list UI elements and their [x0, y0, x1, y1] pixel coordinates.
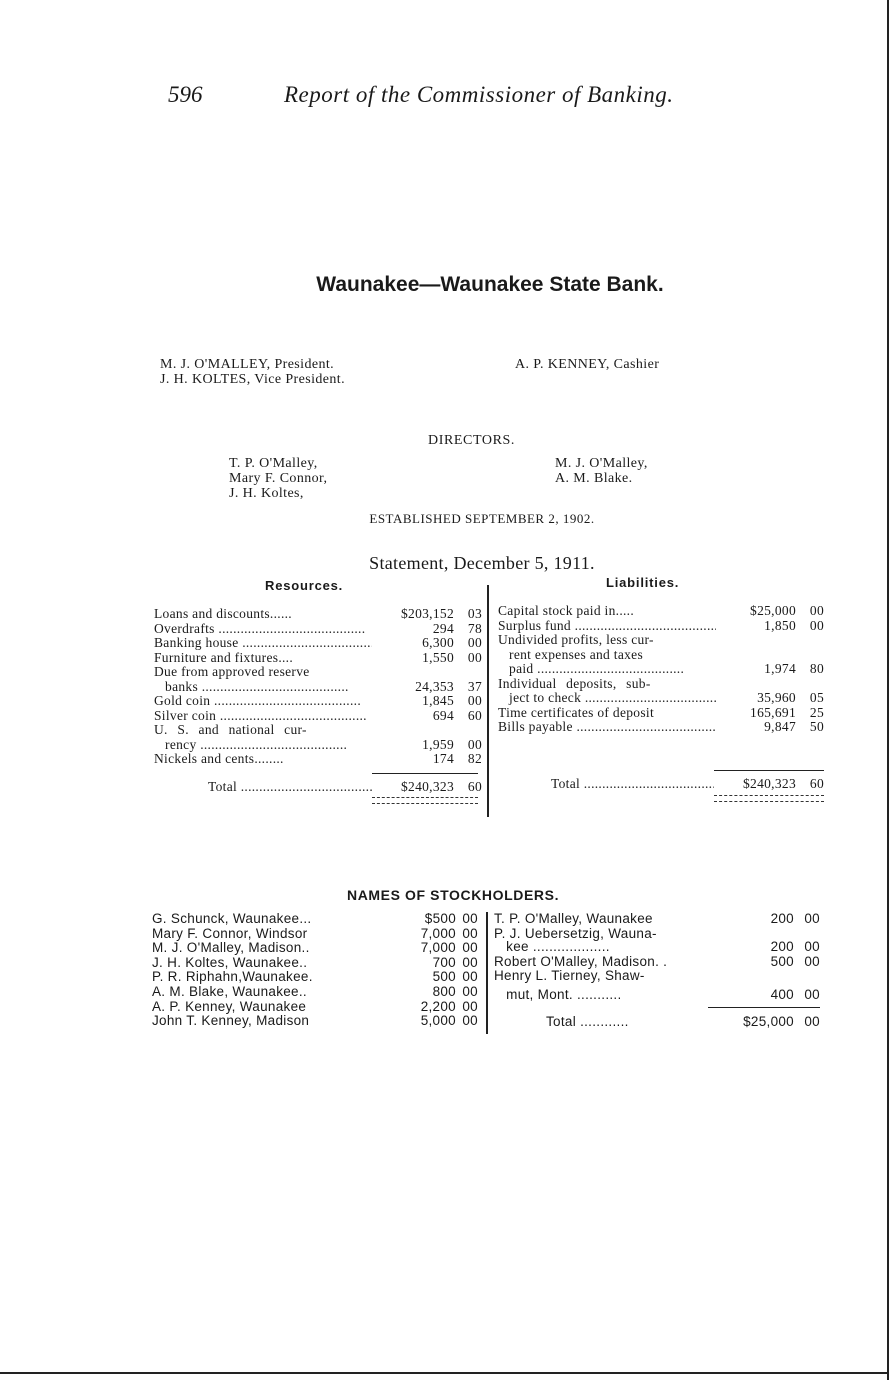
resource-row: [154, 651, 484, 666]
stockholder-dollars: 400: [770, 986, 794, 1002]
stockholder-name: A. M. Blake, Waunakee..: [152, 984, 307, 999]
liabilities-total: [498, 777, 828, 792]
liability-cents: 25: [809, 704, 824, 720]
resource-row: [154, 607, 484, 622]
stockholder-name: P. R. Riphahn,Waunakee.: [152, 970, 313, 985]
liabilities-total-label: Total: [551, 777, 581, 791]
director-right-2: A. M. Blake.: [555, 471, 633, 486]
stockholder-row: [152, 970, 482, 985]
resource-label: Silver coin: [154, 708, 217, 723]
stockholder-dollars: 500: [432, 969, 456, 985]
resource-cents: 82: [467, 751, 482, 766]
officer-president: M. J. O'MALLEY, President.: [160, 357, 335, 372]
stockholder-dollars: 700: [432, 954, 456, 970]
liabilities-total-dollars: $240,323: [742, 776, 796, 791]
stockholder-name: T. P. O'Malley, Waunakee: [494, 912, 653, 926]
leader-dots: [210, 694, 361, 708]
stockholder-cents: 00: [462, 925, 478, 941]
liability-row: [498, 720, 828, 735]
liability-dollars: 1,974: [764, 661, 796, 676]
statement-column-divider: [487, 585, 489, 817]
stockholders-heading: NAMES OF STOCKHOLDERS.: [347, 887, 560, 903]
liability-label: rent expenses and taxes: [498, 647, 644, 662]
liabilities-total-rule: [714, 770, 824, 771]
resource-cents: 00: [467, 635, 482, 650]
resource-dollars: 6,300: [422, 635, 454, 650]
leader-dots: [580, 777, 714, 791]
resource-row: [154, 665, 484, 680]
resources-table: [154, 607, 484, 767]
liabilities-table: [498, 604, 828, 735]
resource-dollars: 694: [432, 707, 454, 723]
stockholder-row: [494, 912, 824, 927]
stockholder-dollars: 2,200: [420, 998, 456, 1014]
resource-row: [154, 723, 484, 738]
stockholder-cents: 00: [462, 998, 478, 1014]
leader-dots: [573, 720, 716, 734]
resource-dollars: 24,353: [415, 678, 454, 694]
stockholder-name: G. Schunck, Waunakee...: [152, 912, 312, 926]
leader-dots: [239, 636, 372, 650]
resource-row: [154, 694, 484, 709]
resources-total-dollars: $240,323: [400, 779, 454, 794]
stockholder-dollars: 800: [432, 983, 456, 999]
director-right-1: M. J. O'Malley,: [555, 456, 648, 471]
resources-total-cents: 60: [467, 779, 482, 794]
resources-double-rule: [372, 797, 478, 804]
resource-label: Nickels and cents........: [154, 752, 284, 766]
stockholder-name: mut, Mont. ...........: [494, 987, 622, 1002]
resources-total: [154, 780, 484, 795]
liability-cents: 00: [809, 603, 824, 618]
stockholder-cents: 00: [462, 940, 478, 956]
liability-row: [498, 648, 828, 663]
liability-label: Undivided profits, less cur-: [498, 633, 654, 647]
stockholder-cents: 00: [462, 954, 478, 970]
officer-vice-president: J. H. KOLTES, Vice President.: [160, 372, 345, 387]
liability-cents: 50: [809, 719, 824, 734]
liability-row: [498, 677, 828, 692]
liability-label: Capital stock paid in.....: [498, 604, 635, 618]
liability-dollars: 9,847: [764, 719, 796, 734]
liability-label: Surplus fund: [498, 618, 571, 633]
leader-dots: [533, 662, 684, 676]
resource-cents: 60: [467, 707, 482, 723]
director-left-2: Mary F. Connor,: [229, 471, 328, 486]
stockholders-total-dollars: $25,000: [743, 1014, 794, 1029]
page-edge-bottom: [0, 1372, 889, 1374]
stockholder-dollars: $500: [424, 911, 456, 926]
resource-cents: 03: [467, 606, 482, 621]
resource-row: [154, 752, 484, 767]
resource-cents: 00: [467, 649, 482, 665]
stockholder-name: A. P. Kenney, Waunakee: [152, 999, 307, 1014]
resource-label: Loans and discounts......: [154, 607, 292, 621]
resource-cents: 00: [467, 736, 482, 752]
liability-row: [498, 633, 828, 648]
stockholder-row: [152, 1014, 482, 1029]
established-date: ESTABLISHED SEPTEMBER 2, 1902.: [369, 511, 595, 526]
stockholder-row: [152, 941, 482, 956]
liability-label: Time certificates of deposit: [498, 705, 654, 720]
liability-row: [498, 619, 828, 634]
stockholder-dollars: 500: [770, 953, 794, 969]
liability-row: [498, 662, 828, 677]
leader-dots: [237, 780, 372, 794]
officer-cashier: A. P. KENNEY, Cashier: [515, 357, 660, 372]
leader-dots: [215, 622, 366, 636]
resource-row: [154, 738, 484, 753]
resource-label: Banking house: [154, 636, 239, 650]
stockholder-cents: 00: [462, 1013, 478, 1029]
liability-label: Bills payable: [498, 720, 573, 734]
stockholder-row: [152, 927, 482, 942]
page-edge-right: [887, 0, 889, 1380]
stockholders-left-table: [152, 912, 482, 1029]
stockholder-name: J. H. Koltes, Waunakee..: [152, 955, 308, 970]
resource-dollars: $203,152: [400, 606, 454, 621]
liability-cents: 05: [809, 690, 824, 705]
liability-label: Individual deposits, sub-: [498, 676, 651, 691]
stockholder-dollars: 200: [770, 911, 794, 926]
stockholder-dollars: 7,000: [420, 940, 456, 956]
director-left-3: J. H. Koltes,: [229, 486, 304, 501]
liability-dollars: 165,691: [750, 704, 796, 720]
stockholders-total-row: [494, 1015, 824, 1030]
liabilities-total-row: [498, 777, 828, 792]
stockholders-total-cents: 00: [804, 1014, 820, 1029]
resource-dollars: 294: [432, 620, 454, 636]
liabilities-total-cents: 60: [809, 776, 824, 791]
stockholder-row: [494, 955, 824, 970]
resources-total-rule: [372, 773, 478, 774]
director-left-1: T. P. O'Malley,: [229, 456, 318, 471]
resource-dollars: 1,959: [422, 736, 454, 752]
resources-total-row: [154, 780, 484, 795]
leader-dots: [581, 691, 716, 705]
resource-dollars: 1,845: [422, 693, 454, 708]
stockholder-row: [152, 985, 482, 1000]
directors-heading: DIRECTORS.: [428, 433, 516, 448]
stockholders-total-label: Total ............: [546, 1015, 629, 1029]
resource-label: banks: [154, 679, 199, 694]
resource-label: Overdrafts: [154, 621, 215, 636]
stockholder-cents: 00: [462, 983, 478, 999]
stockholder-row: [152, 956, 482, 971]
resource-label: U. S. and national cur-: [154, 723, 307, 737]
stockholders-total-rule: [708, 1007, 820, 1008]
resource-dollars: 1,550: [422, 649, 454, 665]
stockholders-right-table: [494, 912, 824, 1003]
stockholder-cents: 00: [462, 969, 478, 985]
stockholder-row: [152, 912, 482, 927]
stockholder-cents: 00: [804, 953, 820, 969]
resource-cents: 37: [467, 678, 482, 694]
liability-dollars: 1,850: [764, 617, 796, 633]
stockholder-name: Robert O'Malley, Madison. .: [494, 954, 668, 969]
resources-total-label: Total: [208, 780, 238, 794]
stockholder-dollars: 200: [770, 939, 794, 955]
resource-label: Due from approved reserve: [154, 665, 310, 679]
leader-dots: [216, 709, 367, 723]
resource-dollars: 174: [432, 751, 454, 766]
resource-label: rency: [154, 737, 197, 752]
resources-heading: Resources.: [265, 578, 344, 593]
stockholder-cents: 00: [804, 939, 820, 955]
stockholder-name: John T. Kenney, Madison: [152, 1014, 310, 1029]
page-number: 596: [168, 82, 203, 107]
leader-dots: [197, 738, 348, 752]
stockholder-row: [152, 1000, 482, 1015]
bank-title: Waunakee—Waunakee State Bank.: [316, 273, 664, 296]
leader-dots: [571, 619, 716, 633]
stockholder-name: Mary F. Connor, Windsor: [152, 926, 308, 941]
liability-row: [498, 604, 828, 619]
stockholder-name: kee ...................: [494, 940, 610, 955]
stockholder-dollars: 7,000: [420, 925, 456, 941]
resource-row: [154, 622, 484, 637]
stockholder-cents: 00: [804, 911, 820, 926]
resource-label: Furniture and fixtures....: [154, 650, 294, 665]
resource-row: [154, 709, 484, 724]
liabilities-double-rule: [714, 795, 824, 802]
liability-cents: 00: [809, 617, 824, 633]
resource-cents: 78: [467, 620, 482, 636]
stockholder-row: [494, 969, 824, 984]
liability-dollars: 35,960: [757, 690, 796, 705]
resource-label: Gold coin: [154, 694, 211, 708]
liabilities-heading: Liabilities.: [606, 575, 680, 590]
resource-row: [154, 636, 484, 651]
liability-row: [498, 706, 828, 721]
resource-row: [154, 680, 484, 695]
statement-title: Statement, December 5, 1911.: [369, 553, 595, 573]
liability-row: [498, 691, 828, 706]
liability-dollars: $25,000: [750, 603, 796, 618]
stockholder-name: M. J. O'Malley, Madison..: [152, 941, 310, 956]
stockholder-row: [494, 940, 824, 955]
stockholder-name: Henry L. Tierney, Shaw-: [494, 969, 645, 984]
stockholders-total: [494, 1015, 824, 1030]
running-header-title: Report of the Commissioner of Banking.: [284, 82, 674, 107]
stockholder-dollars: 5,000: [420, 1013, 456, 1029]
liability-label: ject to check: [498, 691, 582, 705]
stockholder-cents: 00: [804, 986, 820, 1002]
stockholder-row: [494, 988, 824, 1003]
liability-cents: 80: [809, 661, 824, 676]
leader-dots: [198, 680, 349, 694]
liability-label: paid: [498, 662, 534, 676]
resource-cents: 00: [467, 693, 482, 708]
stockholder-cents: 00: [462, 911, 478, 926]
stockholders-column-divider: [486, 912, 488, 1034]
stockholder-name: P. J. Uebersetzig, Wauna-: [494, 926, 657, 941]
